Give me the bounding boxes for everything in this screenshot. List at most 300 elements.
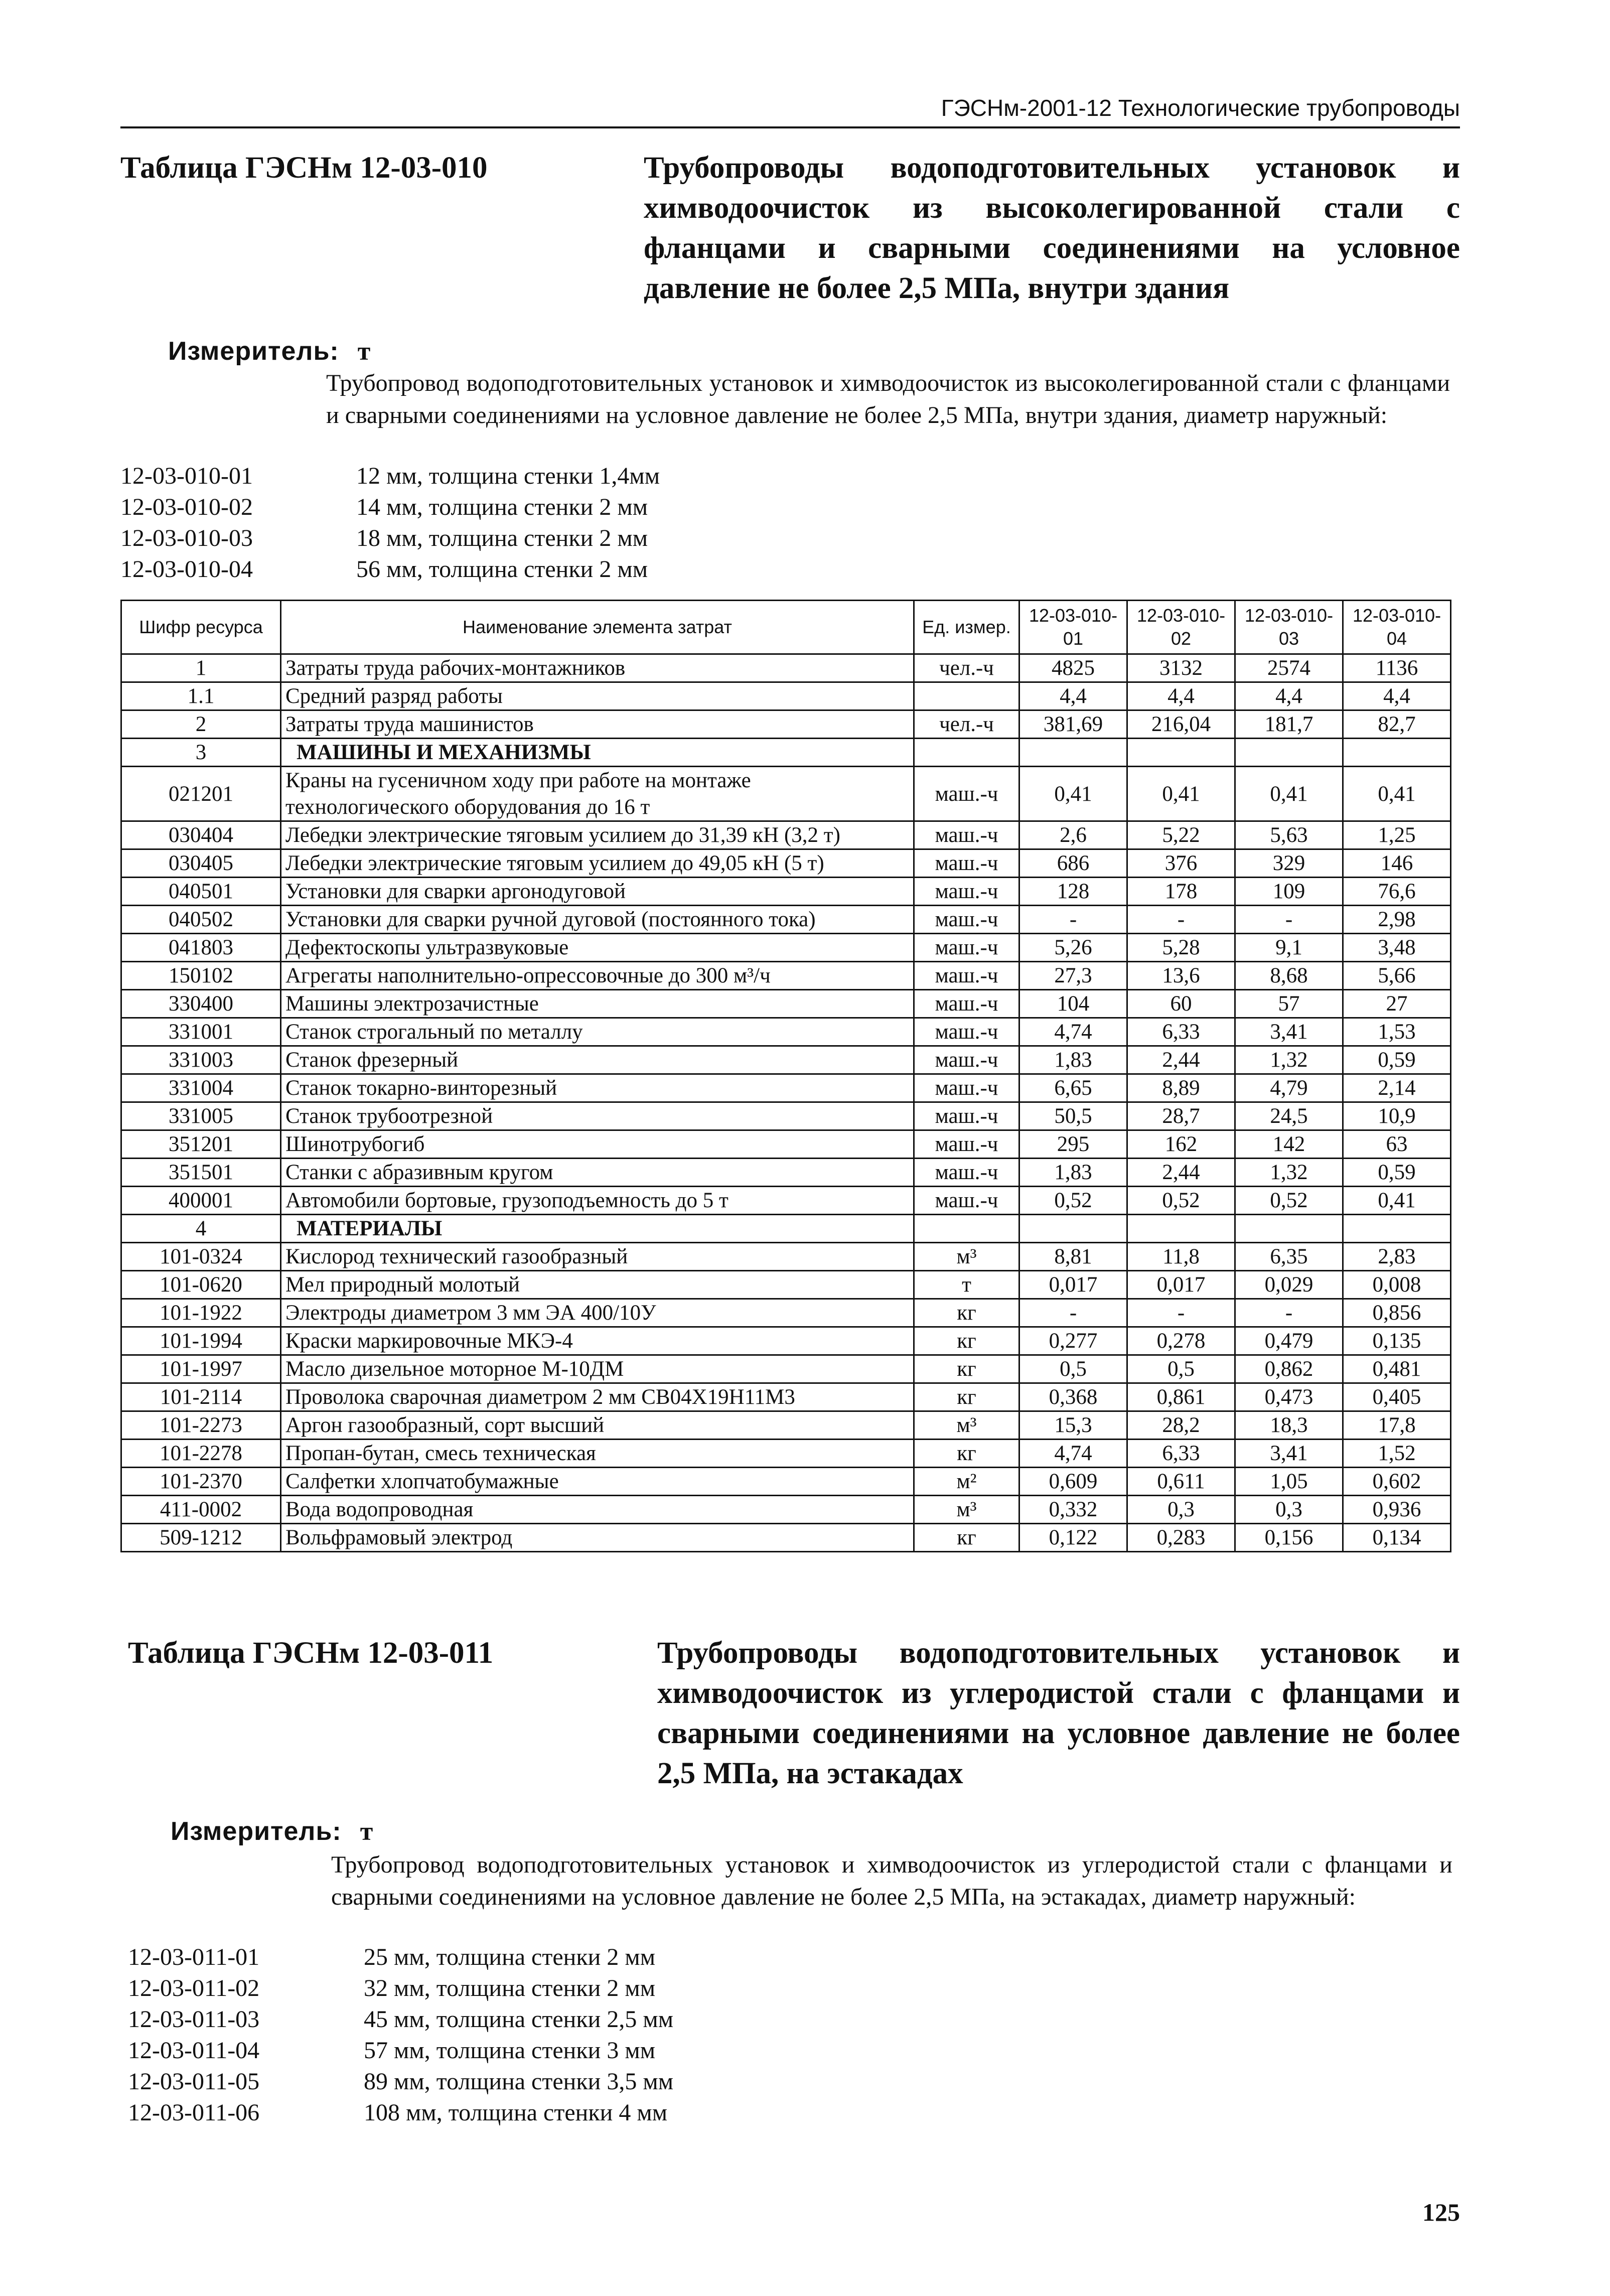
cell-value: 0,611 (1127, 1468, 1235, 1496)
cell-value: - (1235, 906, 1343, 934)
table-row (121, 849, 1451, 878)
table-row (121, 654, 1451, 682)
cell-value: 82,7 (1343, 710, 1451, 739)
table-row (121, 710, 1451, 739)
cell-code: 101-0324 (121, 1243, 281, 1271)
cell-value: 28,2 (1127, 1411, 1235, 1440)
table-section-row (121, 1215, 1451, 1243)
cell-value: 1136 (1343, 654, 1451, 682)
cell-value: 4,74 (1019, 1440, 1127, 1468)
cell-value (1127, 1215, 1235, 1243)
cell-code: 509-1212 (121, 1524, 281, 1552)
table-row (121, 934, 1451, 962)
code-row (128, 2004, 673, 2035)
cell-value: 63 (1343, 1130, 1451, 1159)
cell-value: 1,83 (1019, 1046, 1127, 1074)
table2-code-list (128, 1942, 673, 2128)
measure-unit: т (357, 337, 371, 366)
cell-value: 0,029 (1235, 1271, 1343, 1299)
table1-heading (120, 148, 1460, 314)
cell-name: Вода водопроводная (281, 1496, 914, 1524)
code: 12-03-011-03 (128, 2006, 260, 2033)
cell-value: 3,41 (1235, 1018, 1343, 1046)
cell-value: 0,41 (1343, 767, 1451, 821)
cell-value: 0,602 (1343, 1468, 1451, 1496)
table2-description: Трубопровод водоподготовительных установок и химводоочисток из углеродистой стали с фланцами и сварными соединениями на условное давление не более 2,5 МПа, на эстакадах, диаметр наружный: (331, 1851, 1452, 1910)
cell-code: 1.1 (121, 682, 281, 710)
cell-value: 8,81 (1019, 1243, 1127, 1271)
cell-value: 329 (1235, 849, 1343, 878)
cell-name: Станок токарно-винторезный (281, 1074, 914, 1102)
code: 12-03-011-05 (128, 2068, 260, 2095)
code-row (120, 523, 660, 554)
cell-value: 11,8 (1127, 1243, 1235, 1271)
cell-code: 030404 (121, 821, 281, 849)
cell-value: 4,4 (1127, 682, 1235, 710)
cell-name: Автомобили бортовые, грузоподъемность до 5 т (281, 1187, 914, 1215)
cell-unit: кг (914, 1440, 1019, 1468)
code-row (120, 492, 660, 523)
cell-value: 5,66 (1343, 962, 1451, 990)
cell-unit (914, 1215, 1019, 1243)
table-row (121, 1018, 1451, 1046)
table1-title: Трубопроводы водоподготовительных установок и химводоочисток из высоколегированной стали с фланцами и сварными соединениями на условное давление не более 2,5 МПа, внутри здания (644, 151, 1460, 305)
code-row (128, 2035, 673, 2066)
table2-number: Таблица ГЭСНм 12-03-011 (128, 1636, 494, 1670)
cell-code: 041803 (121, 934, 281, 962)
col-header-c1: 12-03-010-01 (1019, 601, 1127, 654)
cell-value: 2,44 (1127, 1159, 1235, 1187)
cell-value: 24,5 (1235, 1102, 1343, 1130)
cell-code: 101-1997 (121, 1355, 281, 1383)
cell-value: 1,32 (1235, 1046, 1343, 1074)
table-row (121, 1411, 1451, 1440)
cell-name: Станок строгальный по металлу (281, 1018, 914, 1046)
cell-name: Установки для сварки ручной дуговой (постоянного тока) (281, 906, 914, 934)
table-row (121, 1524, 1451, 1552)
cell-name: Лебедки электрические тяговым усилием до 31,39 кН (3,2 т) (281, 821, 914, 849)
code: 12-03-010-01 (120, 463, 253, 489)
code-text: 57 мм, толщина стенки 3 мм (364, 2037, 656, 2064)
cell-value (1343, 739, 1451, 767)
cell-value (1235, 1215, 1343, 1243)
cell-value: 0,861 (1127, 1383, 1235, 1411)
cell-value: 0,52 (1019, 1187, 1127, 1215)
col-header-unit: Ед. измер. (914, 601, 1019, 654)
table-row (121, 1468, 1451, 1496)
table-row (121, 990, 1451, 1018)
table-row (121, 1187, 1451, 1215)
cell-value: 0,41 (1019, 767, 1127, 821)
cell-value: - (1127, 1299, 1235, 1327)
cell-name: Проволока сварочная диаметром 2 мм СВ04Х19Н11М3 (281, 1383, 914, 1411)
table-row (121, 1327, 1451, 1355)
cell-value: 8,68 (1235, 962, 1343, 990)
cell-code: 101-1994 (121, 1327, 281, 1355)
table2-title: Трубопроводы водоподготовительных установок и химводоочисток из углеродистой стали с фланцами и сварными соединениями на условное давление не более 2,5 МПа, на эстакадах (657, 1636, 1460, 1790)
cell-value: - (1127, 906, 1235, 934)
table-row (121, 1159, 1451, 1187)
cell-value: 0,3 (1235, 1496, 1343, 1524)
cell-value: 15,3 (1019, 1411, 1127, 1440)
code-row (120, 461, 660, 492)
cell-value: 0,862 (1235, 1355, 1343, 1383)
table-row (121, 962, 1451, 990)
code-row (128, 1942, 673, 1973)
code-row (128, 1973, 673, 2004)
table-row (121, 1383, 1451, 1411)
table-row (121, 1243, 1451, 1271)
cell-unit: м² (914, 1468, 1019, 1496)
code-text: 25 мм, толщина стенки 2 мм (364, 1944, 656, 1970)
cell-code: 040502 (121, 906, 281, 934)
cell-value (1235, 739, 1343, 767)
cell-value: 162 (1127, 1130, 1235, 1159)
cell-code: 030405 (121, 849, 281, 878)
cell-unit (914, 682, 1019, 710)
cell-value: 128 (1019, 878, 1127, 906)
cell-unit: чел.-ч (914, 654, 1019, 682)
cell-code: 331005 (121, 1102, 281, 1130)
cell-code: 331004 (121, 1074, 281, 1102)
cell-unit: м³ (914, 1411, 1019, 1440)
cell-code: 331003 (121, 1046, 281, 1074)
col-header-c2: 12-03-010-02 (1127, 601, 1235, 654)
code-text: 18 мм, толщина стенки 2 мм (356, 525, 648, 551)
table1-number: Таблица ГЭСНм 12-03-010 (120, 151, 488, 185)
cell-unit (914, 739, 1019, 767)
cell-value: 2,6 (1019, 821, 1127, 849)
table-row (121, 1271, 1451, 1299)
table-row (121, 1355, 1451, 1383)
cell-code: 101-2370 (121, 1468, 281, 1496)
cell-code: 400001 (121, 1187, 281, 1215)
table1-measure (168, 336, 370, 366)
cell-value: 0,5 (1127, 1355, 1235, 1383)
cell-unit: чел.-ч (914, 710, 1019, 739)
table-row (121, 1299, 1451, 1327)
cell-code: 101-2278 (121, 1440, 281, 1468)
cell-name: Средний разряд работы (281, 682, 914, 710)
cell-value: 0,277 (1019, 1327, 1127, 1355)
cell-value: 76,6 (1343, 878, 1451, 906)
table2-measure (171, 1816, 373, 1846)
cell-value: 1,05 (1235, 1468, 1343, 1496)
cell-value: 0,017 (1127, 1271, 1235, 1299)
cell-value: 4,4 (1343, 682, 1451, 710)
cell-value: 0,368 (1019, 1383, 1127, 1411)
code: 12-03-010-03 (120, 525, 253, 551)
cell-value: 0,609 (1019, 1468, 1127, 1496)
cell-value: 9,1 (1235, 934, 1343, 962)
cell-value: 0,936 (1343, 1496, 1451, 1524)
cell-value: 5,26 (1019, 934, 1127, 962)
cell-code: 330400 (121, 990, 281, 1018)
code-row (128, 2097, 673, 2128)
cell-value (1343, 1215, 1451, 1243)
cell-value: 0,5 (1019, 1355, 1127, 1383)
cell-value: 2574 (1235, 654, 1343, 682)
cell-value: 0,41 (1235, 767, 1343, 821)
cell-name: Краны на гусеничном ходу при работе на монтаже технологического оборудования до 16 т (281, 767, 914, 821)
cell-value: 4,4 (1235, 682, 1343, 710)
cell-name: Станок трубоотрезной (281, 1102, 914, 1130)
cell-value: 0,473 (1235, 1383, 1343, 1411)
cell-code: 351201 (121, 1130, 281, 1159)
cell-name: Машины электрозачистные (281, 990, 914, 1018)
cell-value: - (1019, 906, 1127, 934)
cell-name: Лебедки электрические тяговым усилием до 49,05 кН (5 т) (281, 849, 914, 878)
cell-value: 381,69 (1019, 710, 1127, 739)
cell-value: 0,481 (1343, 1355, 1451, 1383)
cell-value: 50,5 (1019, 1102, 1127, 1130)
cell-value: 216,04 (1127, 710, 1235, 739)
cell-unit: маш.-ч (914, 1074, 1019, 1102)
cell-value: 4,79 (1235, 1074, 1343, 1102)
cell-unit: маш.-ч (914, 1018, 1019, 1046)
cell-value: 0,41 (1127, 767, 1235, 821)
cell-value: 4825 (1019, 654, 1127, 682)
cell-unit: маш.-ч (914, 990, 1019, 1018)
cell-value: 295 (1019, 1130, 1127, 1159)
cell-unit: маш.-ч (914, 821, 1019, 849)
measure-label: Измеритель: (171, 1817, 342, 1846)
cell-value: 6,35 (1235, 1243, 1343, 1271)
code-text: 89 мм, толщина стенки 3,5 мм (364, 2068, 674, 2095)
cell-value: 1,53 (1343, 1018, 1451, 1046)
cell-value: 5,28 (1127, 934, 1235, 962)
cell-name: Электроды диаметром 3 мм ЭА 400/10У (281, 1299, 914, 1327)
cell-name: Станок фрезерный (281, 1046, 914, 1074)
cell-unit: м³ (914, 1496, 1019, 1524)
table-row (121, 682, 1451, 710)
cell-value: 142 (1235, 1130, 1343, 1159)
cell-unit: кг (914, 1299, 1019, 1327)
table-row (121, 878, 1451, 906)
cell-code: 1 (121, 654, 281, 682)
cell-value: 6,65 (1019, 1074, 1127, 1102)
measure-unit: т (360, 1817, 373, 1846)
cell-unit: маш.-ч (914, 906, 1019, 934)
cell-code: 040501 (121, 878, 281, 906)
cell-value: 60 (1127, 990, 1235, 1018)
code: 12-03-011-02 (128, 1975, 260, 2001)
cell-value: 0,405 (1343, 1383, 1451, 1411)
table-row (121, 821, 1451, 849)
cell-unit: т (914, 1271, 1019, 1299)
cell-value: 178 (1127, 878, 1235, 906)
table-row (121, 906, 1451, 934)
cell-value: 5,63 (1235, 821, 1343, 849)
cell-value: 0,3 (1127, 1496, 1235, 1524)
cell-name: Краски маркировочные МКЭ-4 (281, 1327, 914, 1355)
cell-value: 1,32 (1235, 1159, 1343, 1187)
cell-value: 0,135 (1343, 1327, 1451, 1355)
cell-code: 101-0620 (121, 1271, 281, 1299)
cell-code: 150102 (121, 962, 281, 990)
cell-value: 0,278 (1127, 1327, 1235, 1355)
code-row (128, 2066, 673, 2097)
cell-name: Пропан-бутан, смесь техническая (281, 1440, 914, 1468)
cell-unit: кг (914, 1524, 1019, 1552)
cell-value: 0,59 (1343, 1046, 1451, 1074)
col-header-c4: 12-03-010-04 (1343, 601, 1451, 654)
cell-value: 5,22 (1127, 821, 1235, 849)
col-header-name: Наименование элемента затрат (281, 601, 914, 654)
cell-value: 6,33 (1127, 1018, 1235, 1046)
cell-value (1127, 739, 1235, 767)
cell-code: 021201 (121, 767, 281, 821)
cell-value: 17,8 (1343, 1411, 1451, 1440)
table-row (121, 1496, 1451, 1524)
code-text: 12 мм, толщина стенки 1,4мм (356, 463, 660, 489)
cell-unit: м³ (914, 1243, 1019, 1271)
code-text: 56 мм, толщина стенки 2 мм (356, 556, 648, 583)
cell-value: 18,3 (1235, 1411, 1343, 1440)
cell-value: 27,3 (1019, 962, 1127, 990)
cell-value: 146 (1343, 849, 1451, 878)
cell-value: - (1235, 1299, 1343, 1327)
cell-name: Агрегаты наполнительно-опрессовочные до 300 м³/ч (281, 962, 914, 990)
cell-value: 376 (1127, 849, 1235, 878)
cell-code: 101-2114 (121, 1383, 281, 1411)
cell-value: 1,25 (1343, 821, 1451, 849)
cell-name: Затраты труда машинистов (281, 710, 914, 739)
cell-value: 1,52 (1343, 1440, 1451, 1468)
running-header: ГЭСНм-2001-12 Технологические трубопроводы (120, 94, 1460, 128)
cell-value: 2,98 (1343, 906, 1451, 934)
code-row (120, 554, 660, 585)
cell-name: Затраты труда рабочих-монтажников (281, 654, 914, 682)
cell-value: 6,33 (1127, 1440, 1235, 1468)
code: 12-03-011-01 (128, 1944, 260, 1970)
cell-value: 0,134 (1343, 1524, 1451, 1552)
table-row (121, 1130, 1451, 1159)
cell-value: 0,59 (1343, 1159, 1451, 1187)
code: 12-03-010-04 (120, 556, 253, 583)
table-row (121, 1102, 1451, 1130)
cell-value: 109 (1235, 878, 1343, 906)
cell-value: 104 (1019, 990, 1127, 1018)
cell-code: 2 (121, 710, 281, 739)
code-text: 32 мм, толщина стенки 2 мм (364, 1975, 656, 2001)
cell-unit: кг (914, 1355, 1019, 1383)
cell-value: 0,122 (1019, 1524, 1127, 1552)
cell-unit: маш.-ч (914, 849, 1019, 878)
table2-heading (128, 1633, 1460, 1799)
table1-code-list (120, 461, 660, 585)
table-row (121, 1074, 1451, 1102)
measure-label: Измеритель: (168, 337, 339, 366)
cell-value: 0,52 (1235, 1187, 1343, 1215)
cell-code: 331001 (121, 1018, 281, 1046)
cell-name: Салфетки хлопчатобумажные (281, 1468, 914, 1496)
cell-value: 8,89 (1127, 1074, 1235, 1102)
table-body (121, 654, 1451, 1552)
cell-value: 0,332 (1019, 1496, 1127, 1524)
cell-code: 3 (121, 739, 281, 767)
cell-unit: маш.-ч (914, 1187, 1019, 1215)
cell-value: 3,41 (1235, 1440, 1343, 1468)
cell-unit: кг (914, 1327, 1019, 1355)
cell-value: 28,7 (1127, 1102, 1235, 1130)
cell-value: - (1019, 1299, 1127, 1327)
cell-name: МАТЕРИАЛЫ (281, 1215, 914, 1243)
cell-name: Масло дизельное моторное М-10ДМ (281, 1355, 914, 1383)
cell-name: Дефектоскопы ультразвуковые (281, 934, 914, 962)
cell-unit: маш.-ч (914, 1159, 1019, 1187)
cell-value: 2,44 (1127, 1046, 1235, 1074)
cell-name: Станки с абразивным кругом (281, 1159, 914, 1187)
cell-name: Аргон газообразный, сорт высший (281, 1411, 914, 1440)
cell-value: 0,856 (1343, 1299, 1451, 1327)
cell-value (1019, 739, 1127, 767)
cell-value: 10,9 (1343, 1102, 1451, 1130)
code: 12-03-010-02 (120, 494, 253, 520)
table-section-row (121, 739, 1451, 767)
page-number: 125 (1422, 2198, 1460, 2226)
cell-value: 4,74 (1019, 1018, 1127, 1046)
code-text: 108 мм, толщина стенки 4 мм (364, 2099, 668, 2126)
code: 12-03-011-04 (128, 2037, 260, 2064)
cell-value (1019, 1215, 1127, 1243)
col-header-c3: 12-03-010-03 (1235, 601, 1343, 654)
code-text: 45 мм, толщина стенки 2,5 мм (364, 2006, 674, 2033)
cell-unit: маш.-ч (914, 934, 1019, 962)
table1-description: Трубопровод водоподготовительных установок и химводоочисток из высоколегированной стали с фланцами и сварными соединениями на условное давление не более 2,5 МПа, внутри здания, диаметр наружный: (326, 370, 1450, 428)
cell-value: 686 (1019, 849, 1127, 878)
cell-name: Шинотрубогиб (281, 1130, 914, 1159)
table-row (121, 1440, 1451, 1468)
cell-name: Вольфрамовый электрод (281, 1524, 914, 1552)
cell-unit: кг (914, 1383, 1019, 1411)
table-row (121, 1046, 1451, 1074)
cell-unit: маш.-ч (914, 767, 1019, 821)
cell-value: 1,83 (1019, 1159, 1127, 1187)
cell-name: Кислород технический газообразный (281, 1243, 914, 1271)
cell-value: 0,156 (1235, 1524, 1343, 1552)
cell-unit: маш.-ч (914, 962, 1019, 990)
col-header-code: Шифр ресурса (121, 601, 281, 654)
code-text: 14 мм, толщина стенки 2 мм (356, 494, 648, 520)
cell-name: Установки для сварки аргонодуговой (281, 878, 914, 906)
cell-value: 0,283 (1127, 1524, 1235, 1552)
cell-code: 101-2273 (121, 1411, 281, 1440)
cell-value: 4,4 (1019, 682, 1127, 710)
cell-value: 2,83 (1343, 1243, 1451, 1271)
cell-value: 0,52 (1127, 1187, 1235, 1215)
cell-code: 4 (121, 1215, 281, 1243)
cell-value: 27 (1343, 990, 1451, 1018)
cell-unit: маш.-ч (914, 1046, 1019, 1074)
cell-value: 0,41 (1343, 1187, 1451, 1215)
cell-unit: маш.-ч (914, 1130, 1019, 1159)
cell-code: 411-0002 (121, 1496, 281, 1524)
cell-value: 3132 (1127, 654, 1235, 682)
cell-name: Мел природный молотый (281, 1271, 914, 1299)
cell-value: 0,479 (1235, 1327, 1343, 1355)
cell-value: 2,14 (1343, 1074, 1451, 1102)
cell-value: 57 (1235, 990, 1343, 1018)
cell-value: 181,7 (1235, 710, 1343, 739)
table-row (121, 767, 1451, 821)
code: 12-03-011-06 (128, 2099, 260, 2126)
cell-code: 101-1922 (121, 1299, 281, 1327)
cell-value: 13,6 (1127, 962, 1235, 990)
cell-unit: маш.-ч (914, 1102, 1019, 1130)
cell-name: МАШИНЫ И МЕХАНИЗМЫ (281, 739, 914, 767)
cell-value: 3,48 (1343, 934, 1451, 962)
